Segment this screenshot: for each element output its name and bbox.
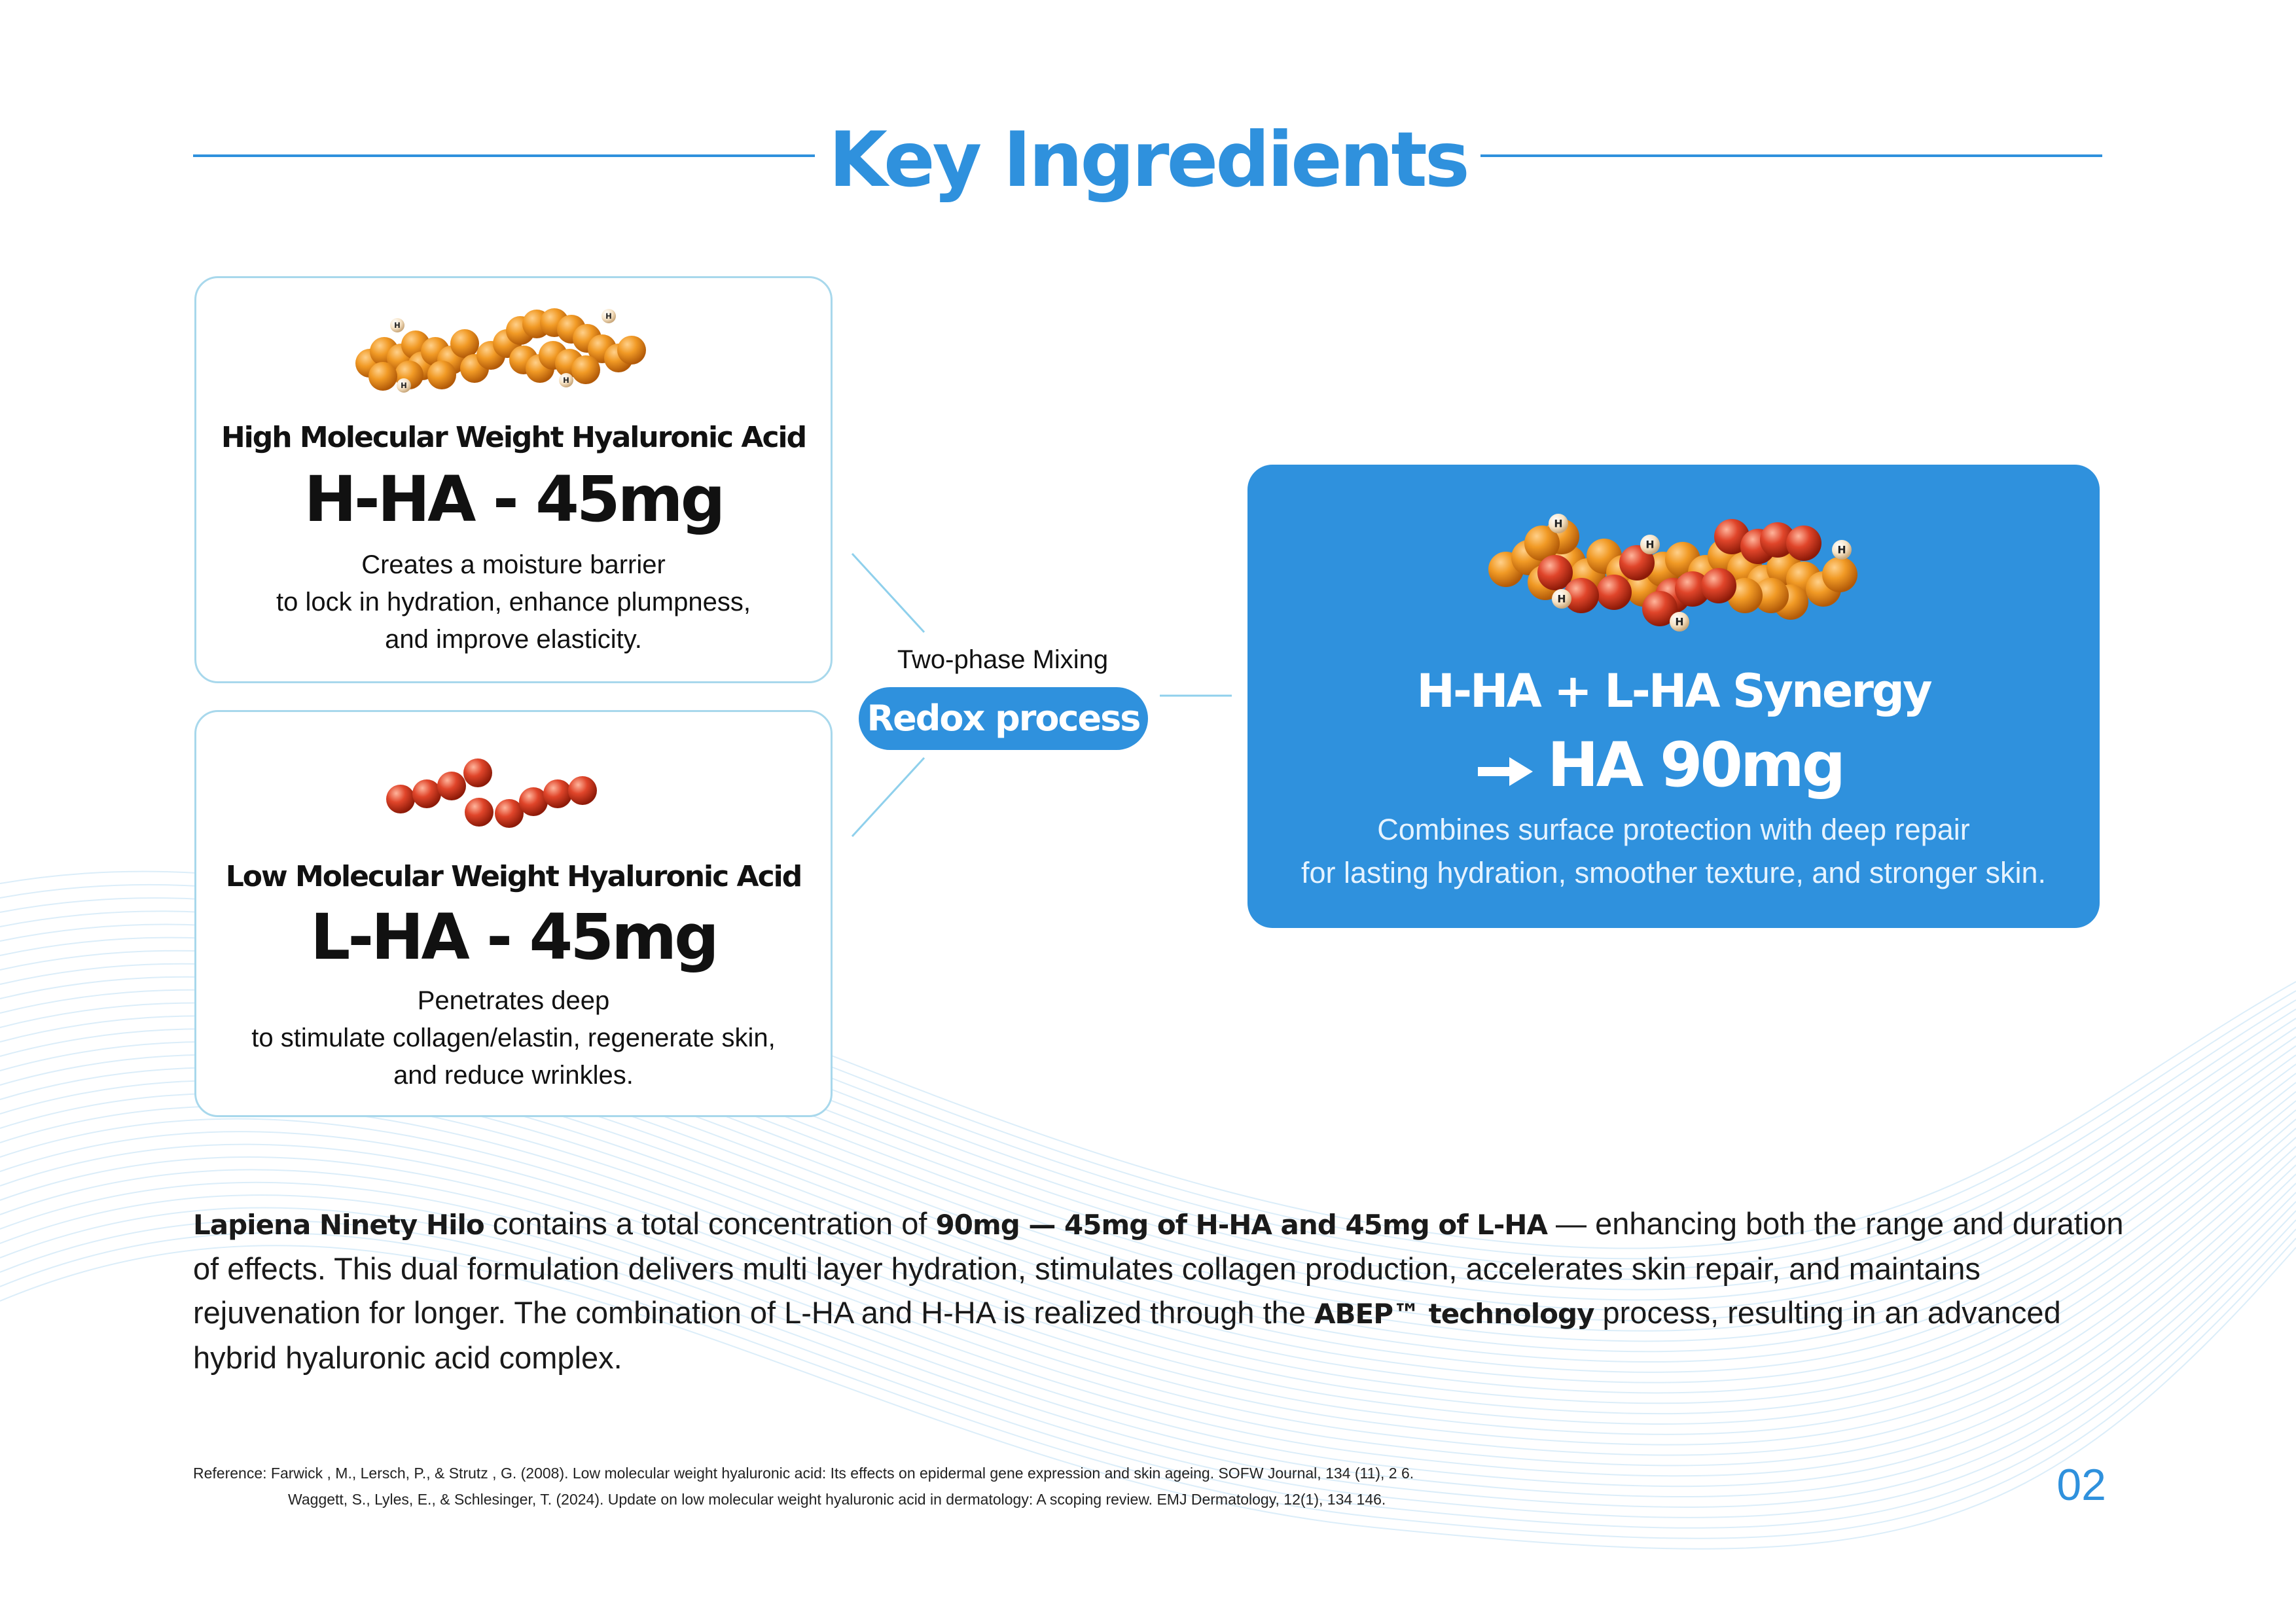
reference-2: Waggett, S., Lyles, E., & Schlesinger, T. (2024). Update on low molecular weight hyaluronic acid in dermatology: A scoping review. EMJ Dermatology, 12(1), 134 146. (288, 1491, 1386, 1508)
lha-subtitle: Low Molecular Weight Hyaluronic Acid (225, 860, 802, 893)
synergy-title: H-HA + L-HA Synergy (1416, 664, 1931, 718)
connector-line-top (852, 554, 924, 632)
hydrogen-atom-label: H (605, 312, 612, 321)
orange-atom (450, 329, 479, 358)
red-atom (1701, 568, 1736, 603)
red-atom (568, 776, 597, 805)
orange-atom (617, 336, 646, 365)
page-title: Key Ingredients (829, 116, 1467, 204)
lha-desc-line: to stimulate collagen/elastin, regenerate skin, (251, 1024, 776, 1052)
lha-desc-line: and reduce wrinkles. (393, 1061, 634, 1090)
orange-atom (571, 355, 600, 384)
orange-atom (1822, 557, 1857, 592)
two-phase-label: Two-phase Mixing (897, 645, 1109, 674)
hha-amount: H-HA - 45mg (304, 463, 723, 536)
body-paragraph (193, 1202, 2144, 1380)
lha-molecule-icon (386, 741, 648, 840)
hydrogen-atom-label: H (563, 376, 569, 385)
reference-1: Reference: Farwick , M., Lersch, P., & Strutz , G. (2008). Low molecular weight hyaluronic acid: Its effects on epidermal gene expression and skin ageing. SOFW Journal, 134 (11), 2 6. (193, 1465, 1414, 1482)
hydrogen-atom-label: H (1554, 517, 1563, 530)
title-rule-right (1480, 154, 2102, 157)
hydrogen-atom-label: H (394, 321, 401, 330)
synergy-description (1247, 808, 2100, 895)
lha-card (194, 710, 833, 1117)
red-atom (543, 779, 572, 808)
body-text: process, resulting in an advanced hybrid hyaluronic acid complex. (193, 1295, 2061, 1375)
hydrogen-atom-label: H (1645, 538, 1655, 551)
red-atom (1596, 575, 1632, 610)
red-atom (386, 785, 415, 813)
synergy-total: HA 90mg (1547, 730, 1844, 801)
red-atom (1786, 526, 1821, 561)
brand-name: Lapiena Ninety Hilo (193, 1209, 484, 1241)
synergy-molecule-icon (1483, 497, 1863, 648)
hydrogen-atom-label: H (401, 381, 407, 391)
hha-description (196, 546, 831, 658)
arrow-right-icon (1477, 756, 1535, 787)
redox-pill: Redox process (859, 687, 1148, 750)
hydrogen-atom-label: H (1837, 543, 1846, 556)
lha-description (196, 982, 831, 1094)
hha-subtitle: High Molecular Weight Hyaluronic Acid (221, 421, 806, 454)
orange-atom (368, 362, 397, 391)
page-number: 02 (2056, 1460, 2106, 1510)
body-emphasis: 90mg — 45mg of H-HA and 45mg of L-HA (935, 1209, 1547, 1241)
red-atom (437, 772, 466, 800)
connector-line-bottom (852, 758, 924, 836)
hha-desc-line: Creates a moisture barrier (361, 550, 666, 579)
red-atom (463, 758, 492, 787)
hha-desc-line: to lock in hydration, enhance plumpness, (276, 588, 751, 616)
synergy-desc-line: for lasting hydration, smoother texture, and stronger skin. (1300, 856, 2047, 889)
body-text: contains a total concentration of (484, 1206, 936, 1241)
red-atom (465, 798, 493, 827)
hha-molecule-icon (344, 298, 671, 402)
hydrogen-atom-label: H (1557, 592, 1566, 605)
synergy-desc-line: Combines surface protection with deep repair (1377, 813, 1970, 846)
hydrogen-atom-label: H (1675, 615, 1684, 628)
lha-desc-line: Penetrates deep (417, 986, 610, 1015)
hha-desc-line: and improve elasticity. (385, 625, 642, 654)
synergy-card (1247, 465, 2100, 928)
orange-atom (427, 361, 456, 389)
lha-amount: L-HA - 45mg (310, 901, 717, 974)
red-atom (412, 779, 441, 808)
body-text: — enhancing both the range and duration of effects. This dual formulation delivers multi layer hydration, stimulates collagen production, accelerates skin repair, and maintains rejuvenation for longer. The combination of L-HA and H-HA is realized through the (193, 1206, 2124, 1330)
hha-card (194, 276, 833, 683)
body-emphasis: ABEP™ technology (1314, 1298, 1594, 1330)
